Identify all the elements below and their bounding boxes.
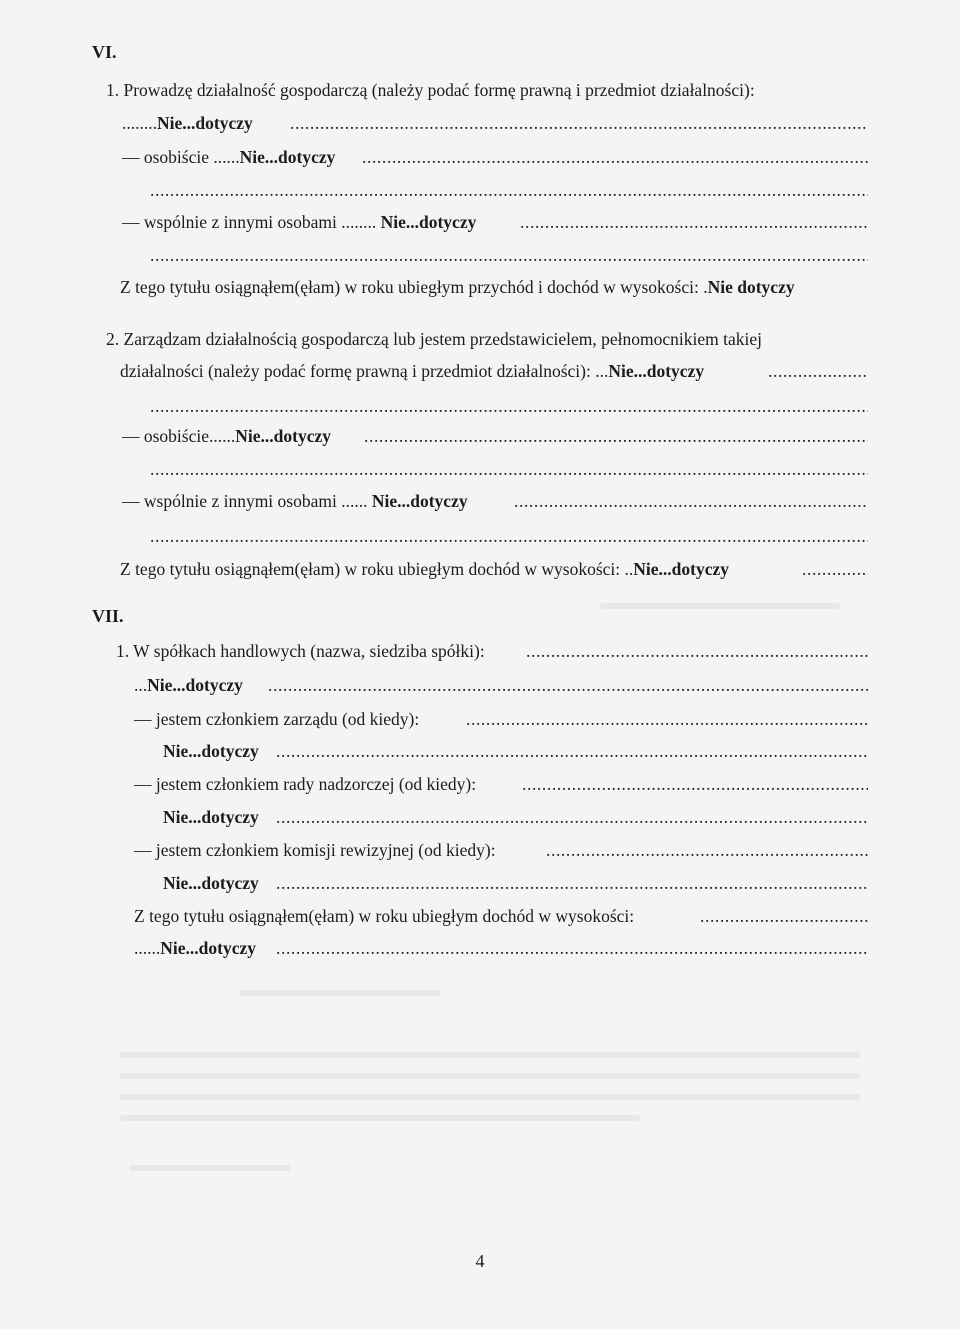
dotted-fill-line — [150, 176, 868, 204]
vi-item2-personal-continuation — [0, 455, 960, 483]
vi-item2-income-line: Z tego tytułu osiągnąłem(ęłam) w roku ubiegłym dochód w wysokości: ..Nie...dotyczy ..... — [0, 555, 960, 583]
dotted-fill-line — [802, 555, 868, 583]
dotted-fill-line — [276, 934, 868, 962]
vi-item1-joint-continuation — [0, 241, 960, 269]
page-number: 4 — [475, 1251, 485, 1271]
section-vi-heading: VI. — [92, 42, 117, 62]
vii-income-value-line: ......Nie...dotyczy ..... — [0, 934, 960, 962]
dotted-fill-line — [466, 705, 868, 733]
vi-item2-personal-line: — osobiście......Nie...dotyczy ..... — [0, 422, 960, 450]
dotted-fill-line — [520, 208, 868, 236]
dotted-fill-line — [290, 109, 868, 137]
dotted-fill-line — [150, 455, 868, 483]
vii-audit-value-line: Nie...dotyczy ..... — [0, 869, 960, 897]
vii-item1-text: 1. W spółkach handlowych (nazwa, siedziba spółki): ..... — [0, 637, 960, 665]
vi-item1-value: Nie...dotyczy — [157, 113, 253, 133]
dotted-fill-line — [514, 487, 868, 515]
dotted-fill-line — [276, 869, 868, 897]
dotted-fill-line — [364, 422, 868, 450]
vi-item2-joint-line: — wspólnie z innymi osobami ...... Nie...dotyczy ..... — [0, 487, 960, 515]
vi-item1-personal-continuation — [0, 176, 960, 204]
dotted-fill-line — [150, 392, 868, 420]
vi-item2-text-line2: działalności (należy podać formę prawną i przedmiot działalności): ...Nie...dotyczy ..... — [0, 357, 960, 385]
dotted-fill-line — [768, 357, 868, 385]
vi-item1-joint-line: — wspólnie z innymi osobami ........ Nie...dotyczy ..... — [0, 208, 960, 236]
vi-item1-personal-line: — osobiście ......Nie...dotyczy ..... — [0, 143, 960, 171]
vii-audit-line: — jestem członkiem komisji rewizyjnej (od kiedy): ..... — [0, 836, 960, 864]
vii-board-line: — jestem członkiem zarządu (od kiedy): ..... — [0, 705, 960, 733]
vii-supervisory-value-line: Nie...dotyczy ..... — [0, 803, 960, 831]
vii-income-line: Z tego tytułu osiągnąłem(ęłam) w roku ubiegłym dochód w wysokości: ..... — [0, 902, 960, 930]
vii-board-value-line: Nie...dotyczy ..... — [0, 737, 960, 765]
dotted-fill-line — [268, 671, 868, 699]
vi-item2-value-continuation — [0, 392, 960, 420]
vi-item1-value-line: ........Nie...dotyczy ..... — [0, 109, 960, 137]
dotted-fill-line — [276, 737, 868, 765]
dotted-fill-line — [700, 902, 868, 930]
vi-item1-income-line: Z tego tytułu osiągnąłem(ęłam) w roku ubiegłym przychód i dochód w wysokości: .Nie dotyczy — [120, 277, 795, 297]
vii-supervisory-line: — jestem członkiem rady nadzorczej (od kiedy): ..... — [0, 770, 960, 798]
vi-item2-joint-continuation — [0, 522, 960, 550]
dotted-fill-line — [150, 241, 868, 269]
dotted-fill-line — [362, 143, 868, 171]
dotted-fill-line — [276, 803, 868, 831]
section-vii-heading: VII. — [92, 606, 124, 626]
dotted-fill-line — [150, 522, 868, 550]
vi-item1-text: 1. Prowadzę działalność gospodarczą (należy podać formę prawną i przedmiot działalności): — [106, 80, 755, 100]
vi-item2-text-line1: 2. Zarządzam działalnością gospodarczą lub jestem przedstawicielem, pełnomocnikiem takiej — [106, 329, 762, 349]
dotted-fill-line — [546, 836, 868, 864]
dotted-fill-line — [526, 637, 868, 665]
vii-item1-value-line: ...Nie...dotyczy ..... — [0, 671, 960, 699]
dotted-fill-line — [522, 770, 868, 798]
